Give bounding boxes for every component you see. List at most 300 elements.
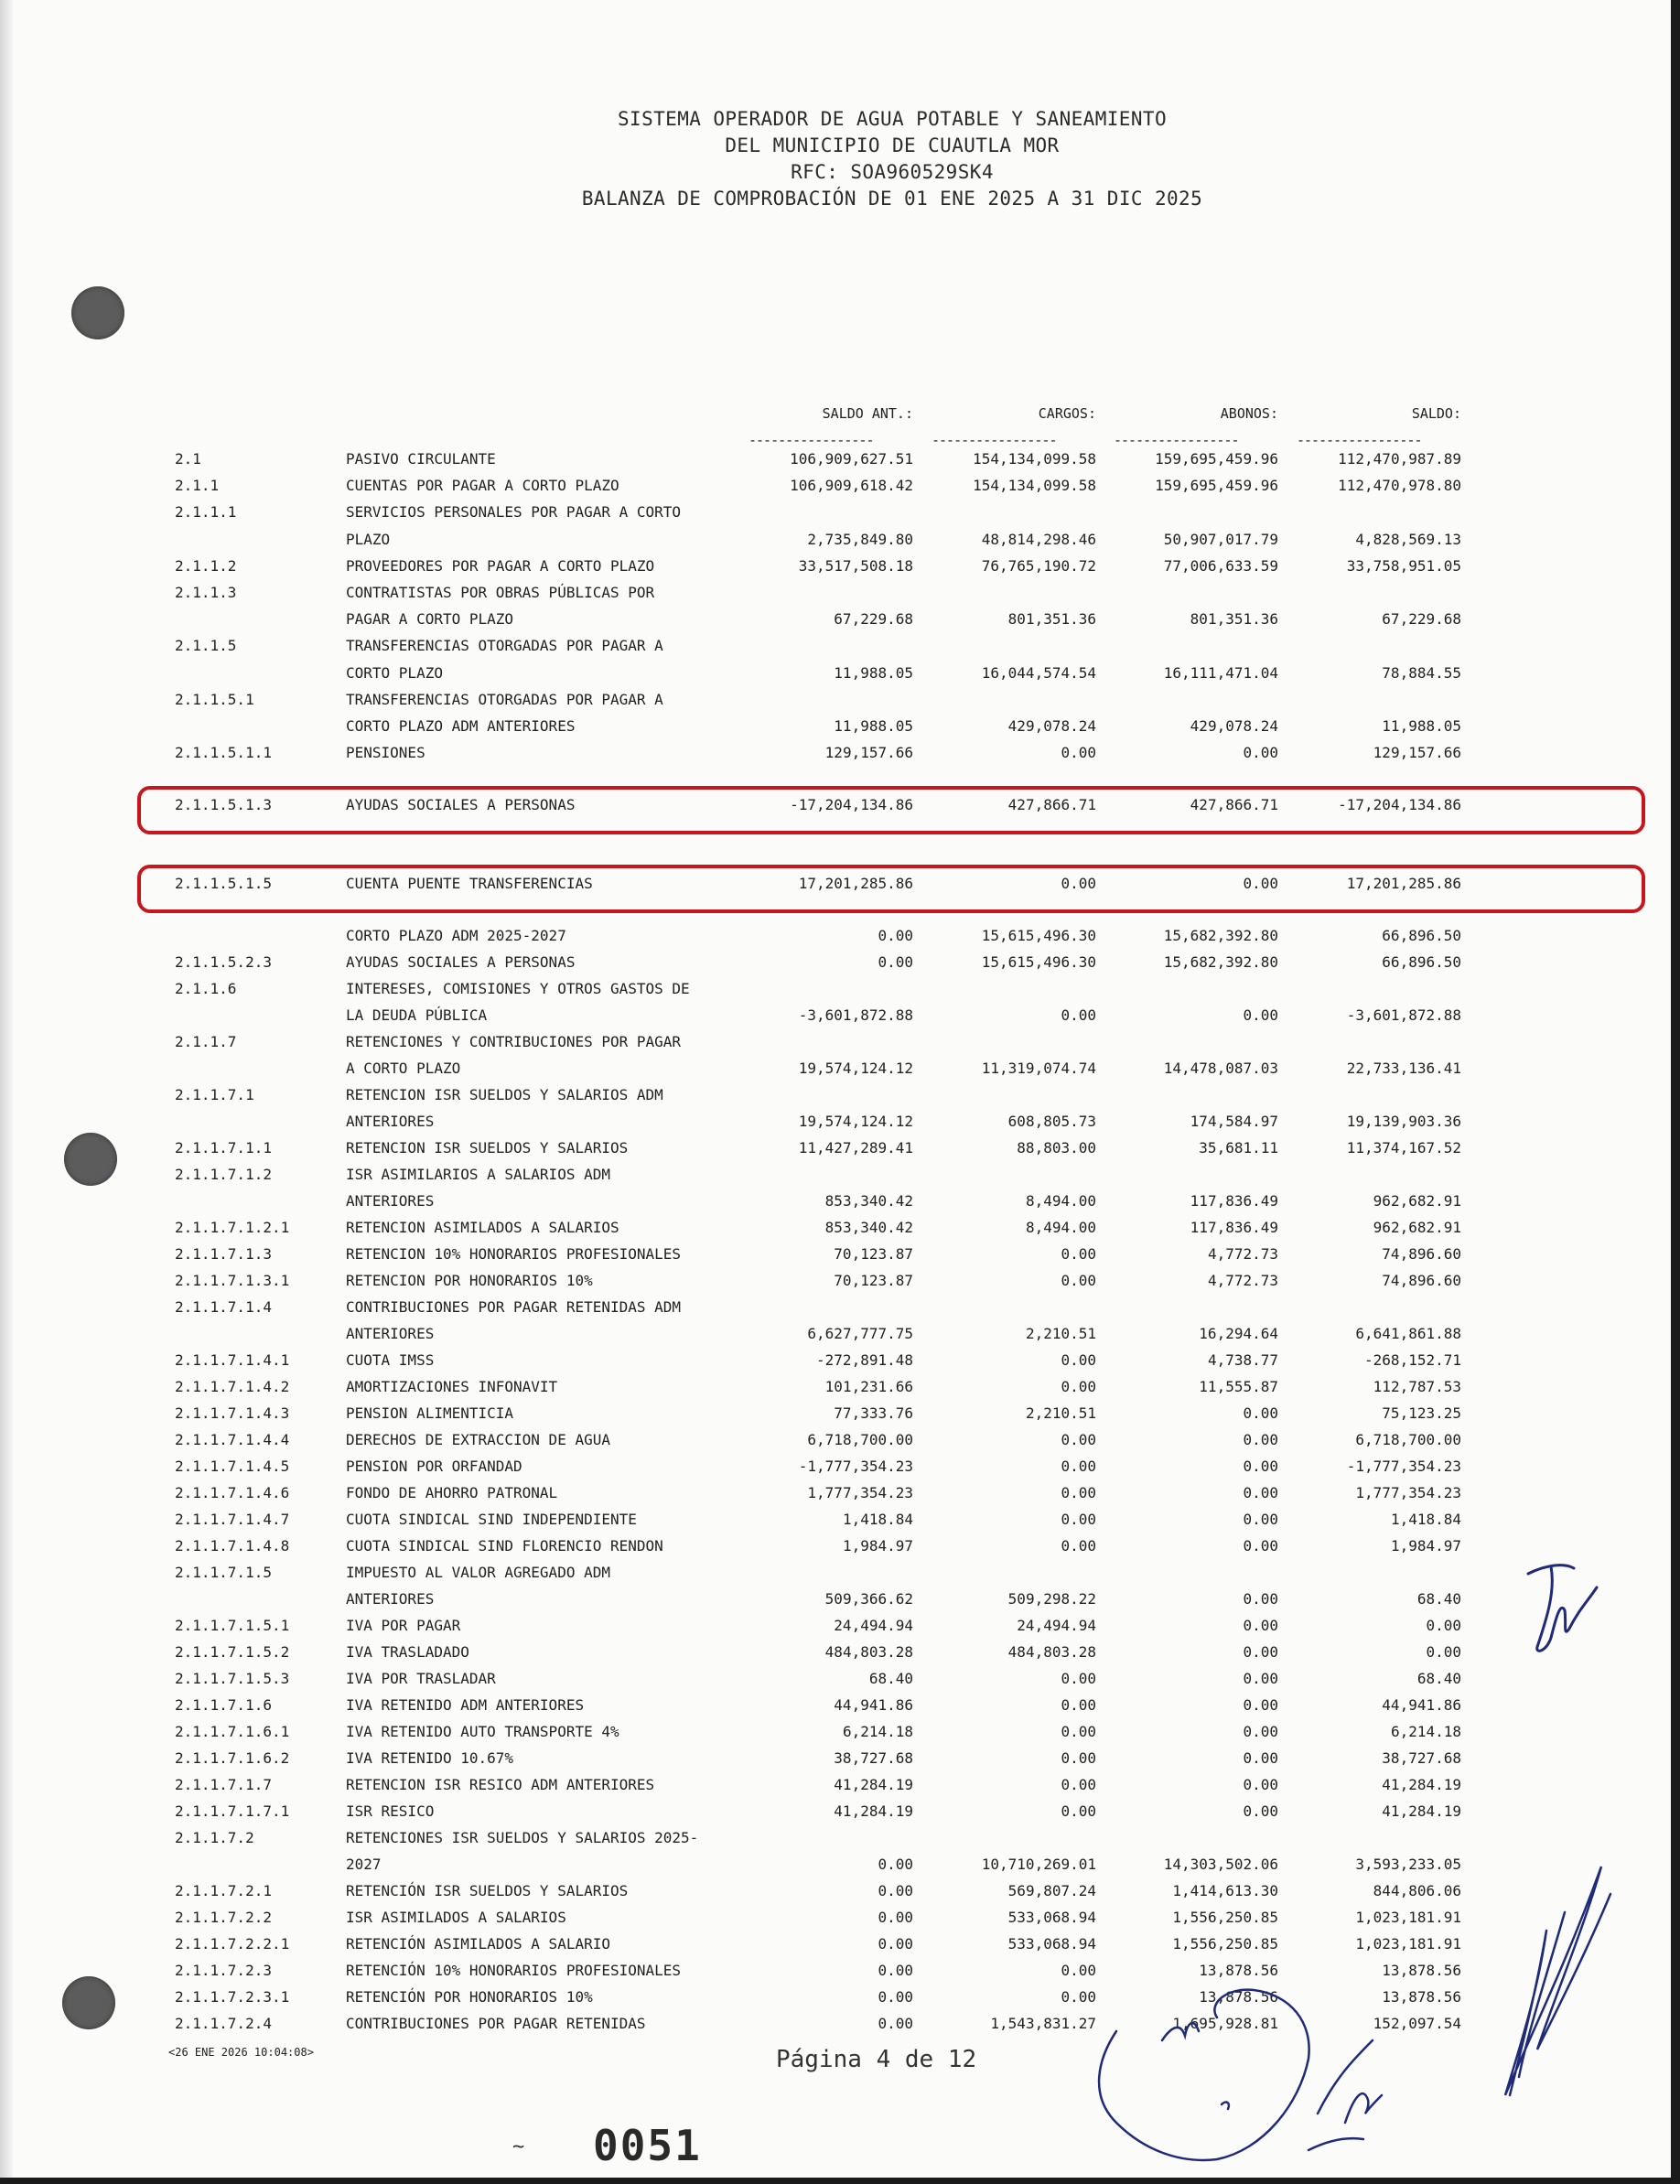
cell-saldo: -268,152.71 <box>1364 1351 1461 1369</box>
cell-code: 2.1.1.7.1.5.2 <box>175 1643 290 1661</box>
cell-saldo: 68.40 <box>1416 1670 1461 1687</box>
cell-saldo: 1,777,354.23 <box>1355 1484 1461 1501</box>
cell-saldo-ant: 33,517,508.18 <box>798 557 913 575</box>
cell-code: 2.1.1.7.2 <box>175 1829 254 1846</box>
cell-saldo: 66,896.50 <box>1382 953 1461 971</box>
cell-code: 2.1.1.3 <box>175 584 237 601</box>
table-row <box>0 1351 1556 1377</box>
cell-saldo: 962,682.91 <box>1373 1192 1461 1210</box>
cell-abonos: 0.00 <box>1243 1776 1278 1793</box>
cell-saldo-ant: 106,909,627.51 <box>790 450 913 468</box>
cell-abonos: 117,836.49 <box>1190 1219 1278 1236</box>
cell-cargos: 533,068.94 <box>1007 1935 1096 1953</box>
binder-hole <box>71 286 124 339</box>
folio-stamp: 0051 <box>593 2121 702 2170</box>
table-row <box>0 927 1556 952</box>
cell-desc: CUOTA SINDICAL SIND FLORENCIO RENDON <box>346 1537 663 1555</box>
cell-abonos: 429,078.24 <box>1190 717 1278 735</box>
cell-abonos: 4,772.73 <box>1207 1245 1278 1263</box>
cell-desc: RETENCIONES Y CONTRIBUCIONES POR PAGAR <box>346 1033 682 1050</box>
cell-saldo-ant: 0.00 <box>878 1909 913 1926</box>
cell-desc: ANTERIORES <box>346 1590 435 1608</box>
cell-cargos: 0.00 <box>1061 1458 1096 1475</box>
cell-saldo-ant: 101,231.66 <box>824 1378 913 1395</box>
header-rfc: RFC: SOA960529SK4 <box>791 161 994 183</box>
cell-abonos: 0.00 <box>1243 1670 1278 1687</box>
cell-cargos: 0.00 <box>1061 1484 1096 1501</box>
cell-abonos: 0.00 <box>1243 1484 1278 1501</box>
cell-abonos: 0.00 <box>1243 1537 1278 1555</box>
cell-saldo: 11,988.05 <box>1382 717 1461 735</box>
table-row <box>0 1139 1556 1165</box>
cell-abonos: 13,878.56 <box>1199 1962 1278 1979</box>
cell-desc: CUENTAS POR PAGAR A CORTO PLAZO <box>346 477 619 494</box>
cell-cargos: 0.00 <box>1061 1245 1096 1263</box>
cell-saldo-ant: 0.00 <box>878 2015 913 2032</box>
cell-cargos: 0.00 <box>1061 1696 1096 1714</box>
cell-desc: RETENCIÓN POR HONORARIOS 10% <box>346 1988 593 2006</box>
col-abonos: ABONOS: <box>1220 405 1278 422</box>
cell-desc: CONTRIBUCIONES POR PAGAR RETENIDAS <box>346 2015 646 2032</box>
cell-saldo: 962,682.91 <box>1373 1219 1461 1236</box>
cell-saldo: 13,878.56 <box>1382 1988 1461 2006</box>
cell-cargos: 16,044,574.54 <box>981 664 1096 682</box>
cell-saldo: 3,593,233.05 <box>1355 1856 1461 1873</box>
cell-saldo-ant: 41,284.19 <box>834 1776 913 1793</box>
cell-abonos: 14,478,087.03 <box>1163 1060 1278 1077</box>
cell-saldo: 6,718,700.00 <box>1355 1431 1461 1448</box>
cell-cargos: 154,134,099.58 <box>973 450 1096 468</box>
cell-desc: ANTERIORES <box>346 1192 435 1210</box>
table-row <box>0 1272 1556 1297</box>
cell-code: 2.1.1.7.1.1 <box>175 1139 272 1157</box>
cell-desc: CORTO PLAZO ADM 2025-2027 <box>346 927 566 944</box>
page-number: Página 4 de 12 <box>776 2046 977 2073</box>
table-row <box>0 1909 1556 1934</box>
table-row <box>0 664 1556 690</box>
cell-abonos: 50,907,017.79 <box>1163 531 1278 548</box>
cell-desc: SERVICIOS PERSONALES POR PAGAR A CORTO <box>346 503 682 521</box>
table-row <box>0 1113 1556 1138</box>
table-row <box>0 1670 1556 1695</box>
cell-cargos: 509,298.22 <box>1007 1590 1096 1608</box>
cell-desc: DERECHOS DE EXTRACCION DE AGUA <box>346 1431 610 1448</box>
table-row <box>0 477 1556 502</box>
cell-cargos: 0.00 <box>1061 1272 1096 1289</box>
cell-desc: RETENCION ISR SUELDOS Y SALARIOS <box>346 1139 629 1157</box>
cell-desc: ISR RESICO <box>346 1802 435 1820</box>
cell-saldo-ant: 44,941.86 <box>834 1696 913 1714</box>
cell-saldo: 38,727.68 <box>1382 1749 1461 1767</box>
cell-saldo-ant: -17,204,134.86 <box>790 796 913 813</box>
cell-desc: A CORTO PLAZO <box>346 1060 461 1077</box>
cell-desc: IVA RETENIDO AUTO TRANSPORTE 4% <box>346 1723 619 1740</box>
cell-code: 2.1.1.7.1.3.1 <box>175 1272 290 1289</box>
cell-desc: IMPUESTO AL VALOR AGREGADO ADM <box>346 1564 610 1581</box>
cell-cargos: 0.00 <box>1061 1431 1096 1448</box>
cell-saldo: 4,828,569.13 <box>1355 531 1461 548</box>
cell-saldo: 112,470,987.89 <box>1338 450 1461 468</box>
cell-saldo-ant: 0.00 <box>878 1962 913 1979</box>
cell-saldo-ant: 24,494.94 <box>834 1617 913 1634</box>
cell-saldo-ant: 0.00 <box>878 1935 913 1953</box>
cell-saldo: 19,139,903.36 <box>1346 1113 1461 1130</box>
cell-desc: RETENCIONES ISR SUELDOS Y SALARIOS 2025- <box>346 1829 699 1846</box>
stamp-mark: ~ <box>512 2136 525 2158</box>
cell-code: 2.1.1.5.1.5 <box>175 875 272 892</box>
cell-cargos: 0.00 <box>1061 1776 1096 1793</box>
cell-abonos: 1,695,928.81 <box>1172 2015 1278 2032</box>
cell-desc: INTERESES, COMISIONES Y OTROS GASTOS DE <box>346 980 690 997</box>
table-row <box>0 1219 1556 1244</box>
cell-abonos: 1,556,250.85 <box>1172 1909 1278 1926</box>
cell-cargos: 0.00 <box>1061 1378 1096 1395</box>
cell-saldo-ant: 509,366.62 <box>824 1590 913 1608</box>
table-row <box>0 1192 1556 1218</box>
cell-saldo: 1,984.97 <box>1390 1537 1461 1555</box>
cell-saldo-ant: 0.00 <box>878 927 913 944</box>
table-row <box>0 1882 1556 1908</box>
table-row <box>0 1776 1556 1802</box>
cell-abonos: 0.00 <box>1243 1458 1278 1475</box>
cell-cargos: 8,494.00 <box>1025 1192 1096 1210</box>
cell-saldo-ant: 1,418.84 <box>842 1511 913 1528</box>
cell-abonos: 0.00 <box>1243 1643 1278 1661</box>
cell-code: 2.1.1.7.1.3 <box>175 1245 272 1263</box>
cell-code: 2.1.1.5.2.3 <box>175 953 272 971</box>
cell-cargos: 24,494.94 <box>1017 1617 1096 1634</box>
cell-code: 2.1.1.7.1.4 <box>175 1298 272 1316</box>
table-row <box>0 1802 1556 1828</box>
header-title: SISTEMA OPERADOR DE AGUA POTABLE Y SANEAMIENTO <box>618 108 1167 130</box>
cell-abonos: 77,006,633.59 <box>1163 557 1278 575</box>
cell-cargos: 15,615,496.30 <box>981 953 1096 971</box>
cell-cargos: 88,803.00 <box>1017 1139 1096 1157</box>
cell-cargos: 0.00 <box>1061 1351 1096 1369</box>
cell-desc: RETENCION ISR SUELDOS Y SALARIOS ADM <box>346 1086 663 1103</box>
cell-code: 2.1.1.7.1.4.1 <box>175 1351 290 1369</box>
cell-abonos: 11,555.87 <box>1199 1378 1278 1395</box>
table-row <box>0 1723 1556 1748</box>
cell-desc: RETENCIÓN ASIMILADOS A SALARIO <box>346 1935 610 1953</box>
cell-saldo-ant: 38,727.68 <box>834 1749 913 1767</box>
cell-code: 2.1.1.7.1.4.3 <box>175 1404 290 1422</box>
cell-desc: IVA RETENIDO 10.67% <box>346 1749 514 1767</box>
cell-cargos: 76,765,190.72 <box>981 557 1096 575</box>
cell-desc: CONTRIBUCIONES POR PAGAR RETENIDAS ADM <box>346 1298 682 1316</box>
cell-saldo-ant: 1,984.97 <box>842 1537 913 1555</box>
cell-cargos: 10,710,269.01 <box>981 1856 1096 1873</box>
table-row <box>0 980 1556 1006</box>
cell-saldo: 22,733,136.41 <box>1346 1060 1461 1077</box>
cell-abonos: 13,878.56 <box>1199 1988 1278 2006</box>
cell-cargos: 0.00 <box>1061 875 1096 892</box>
cell-abonos: 16,294.64 <box>1199 1325 1278 1342</box>
cell-saldo: 6,641,861.88 <box>1355 1325 1461 1342</box>
cell-saldo-ant: 129,157.66 <box>824 744 913 761</box>
cell-abonos: 16,111,471.04 <box>1163 664 1278 682</box>
cell-abonos: 0.00 <box>1243 875 1278 892</box>
cell-desc: ANTERIORES <box>346 1325 435 1342</box>
table-row <box>0 1006 1556 1032</box>
column-rule: ----------------- <box>1114 432 1239 448</box>
cell-desc: AYUDAS SOCIALES A PERSONAS <box>346 796 576 813</box>
table-row <box>0 1696 1556 1722</box>
signature-bottom <box>1080 1940 1409 2178</box>
cell-desc: IVA POR TRASLADAR <box>346 1670 496 1687</box>
cell-saldo-ant: 70,123.87 <box>834 1245 913 1263</box>
cell-cargos: 11,319,074.74 <box>981 1060 1096 1077</box>
cell-saldo: 1,023,181.91 <box>1355 1935 1461 1953</box>
cell-saldo-ant: 67,229.68 <box>834 610 913 628</box>
table-row <box>0 1484 1556 1510</box>
cell-saldo: -3,601,872.88 <box>1346 1006 1461 1024</box>
table-row <box>0 531 1556 556</box>
cell-cargos: 608,805.73 <box>1007 1113 1096 1130</box>
cell-saldo: 1,023,181.91 <box>1355 1909 1461 1926</box>
cell-code: 2.1.1 <box>175 477 220 494</box>
cell-desc: 2027 <box>346 1856 382 1873</box>
cell-code: 2.1.1.7.1.6.1 <box>175 1723 290 1740</box>
cell-saldo-ant: 68.40 <box>868 1670 913 1687</box>
cell-cargos: 801,351.36 <box>1007 610 1096 628</box>
cell-abonos: 0.00 <box>1243 1723 1278 1740</box>
cell-saldo: 44,941.86 <box>1382 1696 1461 1714</box>
cell-code: 2.1.1.7.1.5.1 <box>175 1617 290 1634</box>
table-row <box>0 503 1556 529</box>
cell-saldo: 152,097.54 <box>1373 2015 1461 2032</box>
cell-abonos: 117,836.49 <box>1190 1192 1278 1210</box>
cell-abonos: 801,351.36 <box>1190 610 1278 628</box>
table-row <box>0 1378 1556 1404</box>
cell-saldo-ant: 11,988.05 <box>834 717 913 735</box>
cell-saldo-ant: 19,574,124.12 <box>798 1060 913 1077</box>
cell-saldo-ant: 0.00 <box>878 1882 913 1899</box>
cell-abonos: 0.00 <box>1243 1431 1278 1448</box>
cell-abonos: 35,681.11 <box>1199 1139 1278 1157</box>
cell-desc: PAGAR A CORTO PLAZO <box>346 610 514 628</box>
cell-cargos: 15,615,496.30 <box>981 927 1096 944</box>
cell-code: 2.1.1.5.1.3 <box>175 796 272 813</box>
cell-cargos: 533,068.94 <box>1007 1909 1096 1926</box>
cell-cargos: 0.00 <box>1061 744 1096 761</box>
table-row <box>0 953 1556 979</box>
cell-code: 2.1.1.7.2.1 <box>175 1882 272 1899</box>
highlight-ayudas-sociales <box>137 786 1645 834</box>
cell-desc: PLAZO <box>346 531 391 548</box>
cell-desc: AMORTIZACIONES INFONAVIT <box>346 1378 558 1395</box>
table-row <box>0 1298 1556 1324</box>
cell-desc: ISR ASIMILADOS A SALARIOS <box>346 1909 566 1926</box>
signature-right <box>1482 1839 1620 2104</box>
cell-saldo: -17,204,134.86 <box>1338 796 1461 813</box>
cell-code: 2.1.1.7.2.2 <box>175 1909 272 1926</box>
cell-desc: IVA RETENIDO ADM ANTERIORES <box>346 1696 585 1714</box>
cell-saldo: 66,896.50 <box>1382 927 1461 944</box>
table-row <box>0 1643 1556 1669</box>
cell-saldo-ant: 11,427,289.41 <box>798 1139 913 1157</box>
cell-code: 2.1.1.7.1.4.8 <box>175 1537 290 1555</box>
cell-code: 2.1.1.7.1.4.2 <box>175 1378 290 1395</box>
cell-saldo-ant: -3,601,872.88 <box>798 1006 913 1024</box>
cell-desc: ANTERIORES <box>346 1113 435 1130</box>
table-row <box>0 1749 1556 1775</box>
table-row <box>0 1537 1556 1563</box>
cell-code: 2.1.1.7.1.2 <box>175 1166 272 1183</box>
cell-saldo: 68.40 <box>1416 1590 1461 1608</box>
cell-saldo: 112,787.53 <box>1373 1378 1461 1395</box>
col-saldo-ant: SALDO ANT.: <box>822 405 913 422</box>
cell-saldo-ant: 106,909,618.42 <box>790 477 913 494</box>
table-row <box>0 1245 1556 1271</box>
cell-saldo-ant: 17,201,285.86 <box>798 875 913 892</box>
cell-desc: PASIVO CIRCULANTE <box>346 450 496 468</box>
table-row <box>0 1060 1556 1085</box>
cell-cargos: 0.00 <box>1061 1723 1096 1740</box>
cell-code: 2.1.1.7.1.4.6 <box>175 1484 290 1501</box>
cell-saldo: 0.00 <box>1426 1617 1461 1634</box>
cell-abonos: 427,866.71 <box>1190 796 1278 813</box>
cell-desc: PROVEEDORES POR PAGAR A CORTO PLAZO <box>346 557 655 575</box>
cell-saldo: 1,418.84 <box>1390 1511 1461 1528</box>
cell-saldo: 6,214.18 <box>1390 1723 1461 1740</box>
cell-abonos: 0.00 <box>1243 1590 1278 1608</box>
cell-saldo-ant: 70,123.87 <box>834 1272 913 1289</box>
table-row <box>0 1856 1556 1881</box>
table-row <box>0 557 1556 583</box>
table-row <box>0 1590 1556 1616</box>
table-row <box>0 1404 1556 1430</box>
cell-desc: RETENCION ASIMILADOS A SALARIOS <box>346 1219 619 1236</box>
cell-saldo-ant: 2,735,849.80 <box>807 531 913 548</box>
cell-saldo-ant: -272,891.48 <box>816 1351 913 1369</box>
cell-code: 2.1.1.2 <box>175 557 237 575</box>
cell-code: 2.1.1.7.1.5 <box>175 1564 272 1581</box>
cell-code: 2.1.1.7.2.2.1 <box>175 1935 290 1953</box>
cell-saldo-ant: 0.00 <box>878 953 913 971</box>
cell-code: 2.1.1.6 <box>175 980 237 997</box>
table-row <box>0 1431 1556 1457</box>
cell-saldo: 13,878.56 <box>1382 1962 1461 1979</box>
table-row <box>0 1458 1556 1483</box>
table-row <box>0 1325 1556 1350</box>
cell-saldo-ant: 0.00 <box>878 1988 913 2006</box>
cell-desc: LA DEUDA PÚBLICA <box>346 1006 488 1024</box>
table-row <box>0 450 1556 476</box>
print-timestamp: <26 ENE 2026 10:04:08> <box>168 2046 314 2059</box>
cell-abonos: 159,695,459.96 <box>1155 477 1278 494</box>
cell-abonos: 15,682,392.80 <box>1163 927 1278 944</box>
highlight-cuenta-puente <box>137 865 1645 913</box>
cell-cargos: 2,210.51 <box>1025 1404 1096 1422</box>
cell-code: 2.1.1.7.2.4 <box>175 2015 272 2032</box>
cell-desc: PENSION ALIMENTICIA <box>346 1404 514 1422</box>
cell-abonos: 0.00 <box>1243 1802 1278 1820</box>
cell-code: 2.1.1.7.1.5.3 <box>175 1670 290 1687</box>
cell-saldo: 78,884.55 <box>1382 664 1461 682</box>
cell-code: 2.1.1.7.1.6.2 <box>175 1749 290 1767</box>
cell-cargos: 427,866.71 <box>1007 796 1096 813</box>
cell-saldo: 0.00 <box>1426 1643 1461 1661</box>
cell-code: 2.1.1.5 <box>175 637 237 654</box>
cell-saldo: 41,284.19 <box>1382 1802 1461 1820</box>
table-row <box>0 1829 1556 1855</box>
cell-cargos: 48,814,298.46 <box>981 531 1096 548</box>
cell-code: 2.1.1.7 <box>175 1033 237 1050</box>
cell-code: 2.1.1.7.2.3.1 <box>175 1988 290 2006</box>
cell-code: 2.1.1.7.2.3 <box>175 1962 272 1979</box>
cell-code: 2.1 <box>175 450 201 468</box>
cell-desc: RETENCION 10% HONORARIOS PROFESIONALES <box>346 1245 682 1263</box>
cell-cargos: 0.00 <box>1061 1749 1096 1767</box>
cell-saldo: 74,896.60 <box>1382 1272 1461 1289</box>
cell-saldo: 112,470,978.80 <box>1338 477 1461 494</box>
cell-desc: IVA TRASLADADO <box>346 1643 469 1661</box>
cell-abonos: 0.00 <box>1243 1617 1278 1634</box>
cell-code: 2.1.1.5.1 <box>175 691 254 708</box>
table-row <box>0 1617 1556 1642</box>
header-report-range: BALANZA DE COMPROBACIÓN DE 01 ENE 2025 A 31 DIC 2025 <box>581 188 1203 210</box>
column-rule: ----------------- <box>1297 432 1422 448</box>
cell-saldo: 75,123.25 <box>1382 1404 1461 1422</box>
cell-desc: PENSIONES <box>346 744 425 761</box>
cell-desc: CUOTA IMSS <box>346 1351 435 1369</box>
cell-code: 2.1.1.7.1.4.4 <box>175 1431 290 1448</box>
cell-desc: ISR ASIMILARIOS A SALARIOS ADM <box>346 1166 610 1183</box>
cell-saldo: 41,284.19 <box>1382 1776 1461 1793</box>
cell-saldo-ant: 6,214.18 <box>842 1723 913 1740</box>
cell-desc: CORTO PLAZO <box>346 664 443 682</box>
cell-saldo: 129,157.66 <box>1373 744 1461 761</box>
cell-saldo-ant: 0.00 <box>878 1856 913 1873</box>
cell-saldo-ant: 853,340.42 <box>824 1219 913 1236</box>
cell-abonos: 15,682,392.80 <box>1163 953 1278 971</box>
cell-desc: RETENCIÓN 10% HONORARIOS PROFESIONALES <box>346 1962 682 1979</box>
cell-saldo: 11,374,167.52 <box>1346 1139 1461 1157</box>
cell-cargos: 154,134,099.58 <box>973 477 1096 494</box>
column-rule: ----------------- <box>932 432 1057 448</box>
cell-abonos: 1,556,250.85 <box>1172 1935 1278 1953</box>
cell-cargos: 484,803.28 <box>1007 1643 1096 1661</box>
cell-abonos: 0.00 <box>1243 1696 1278 1714</box>
cell-cargos: 0.00 <box>1061 1537 1096 1555</box>
cell-desc: CUENTA PUENTE TRANSFERENCIAS <box>346 875 593 892</box>
cell-desc: RETENCIÓN ISR SUELDOS Y SALARIOS <box>346 1882 629 1899</box>
table-row <box>0 1166 1556 1191</box>
cell-saldo-ant: 853,340.42 <box>824 1192 913 1210</box>
cell-desc: IVA POR PAGAR <box>346 1617 461 1634</box>
column-rule: ----------------- <box>748 432 874 448</box>
cell-desc: CUOTA SINDICAL SIND INDEPENDIENTE <box>346 1511 637 1528</box>
col-saldo: SALDO: <box>1411 405 1461 422</box>
cell-saldo: 844,806.06 <box>1373 1882 1461 1899</box>
cell-desc: PENSION POR ORFANDAD <box>346 1458 522 1475</box>
cell-desc: CONTRATISTAS POR OBRAS PÚBLICAS POR <box>346 584 655 601</box>
header-municipality: DEL MUNICIPIO DE CUAUTLA MOR <box>725 134 1060 156</box>
cell-saldo: 67,229.68 <box>1382 610 1461 628</box>
cell-desc: RETENCION ISR RESICO ADM ANTERIORES <box>346 1776 655 1793</box>
cell-saldo-ant: 11,988.05 <box>834 664 913 682</box>
cell-saldo: 17,201,285.86 <box>1346 875 1461 892</box>
cell-saldo-ant: 1,777,354.23 <box>807 1484 913 1501</box>
cell-desc: RETENCION POR HONORARIOS 10% <box>346 1272 593 1289</box>
cell-code: 2.1.1.1 <box>175 503 237 521</box>
col-cargos: CARGOS: <box>1038 405 1096 422</box>
cell-abonos: 0.00 <box>1243 1749 1278 1767</box>
cell-abonos: 174,584.97 <box>1190 1113 1278 1130</box>
cell-cargos: 2,210.51 <box>1025 1325 1096 1342</box>
cell-saldo: 33,758,951.05 <box>1346 557 1461 575</box>
